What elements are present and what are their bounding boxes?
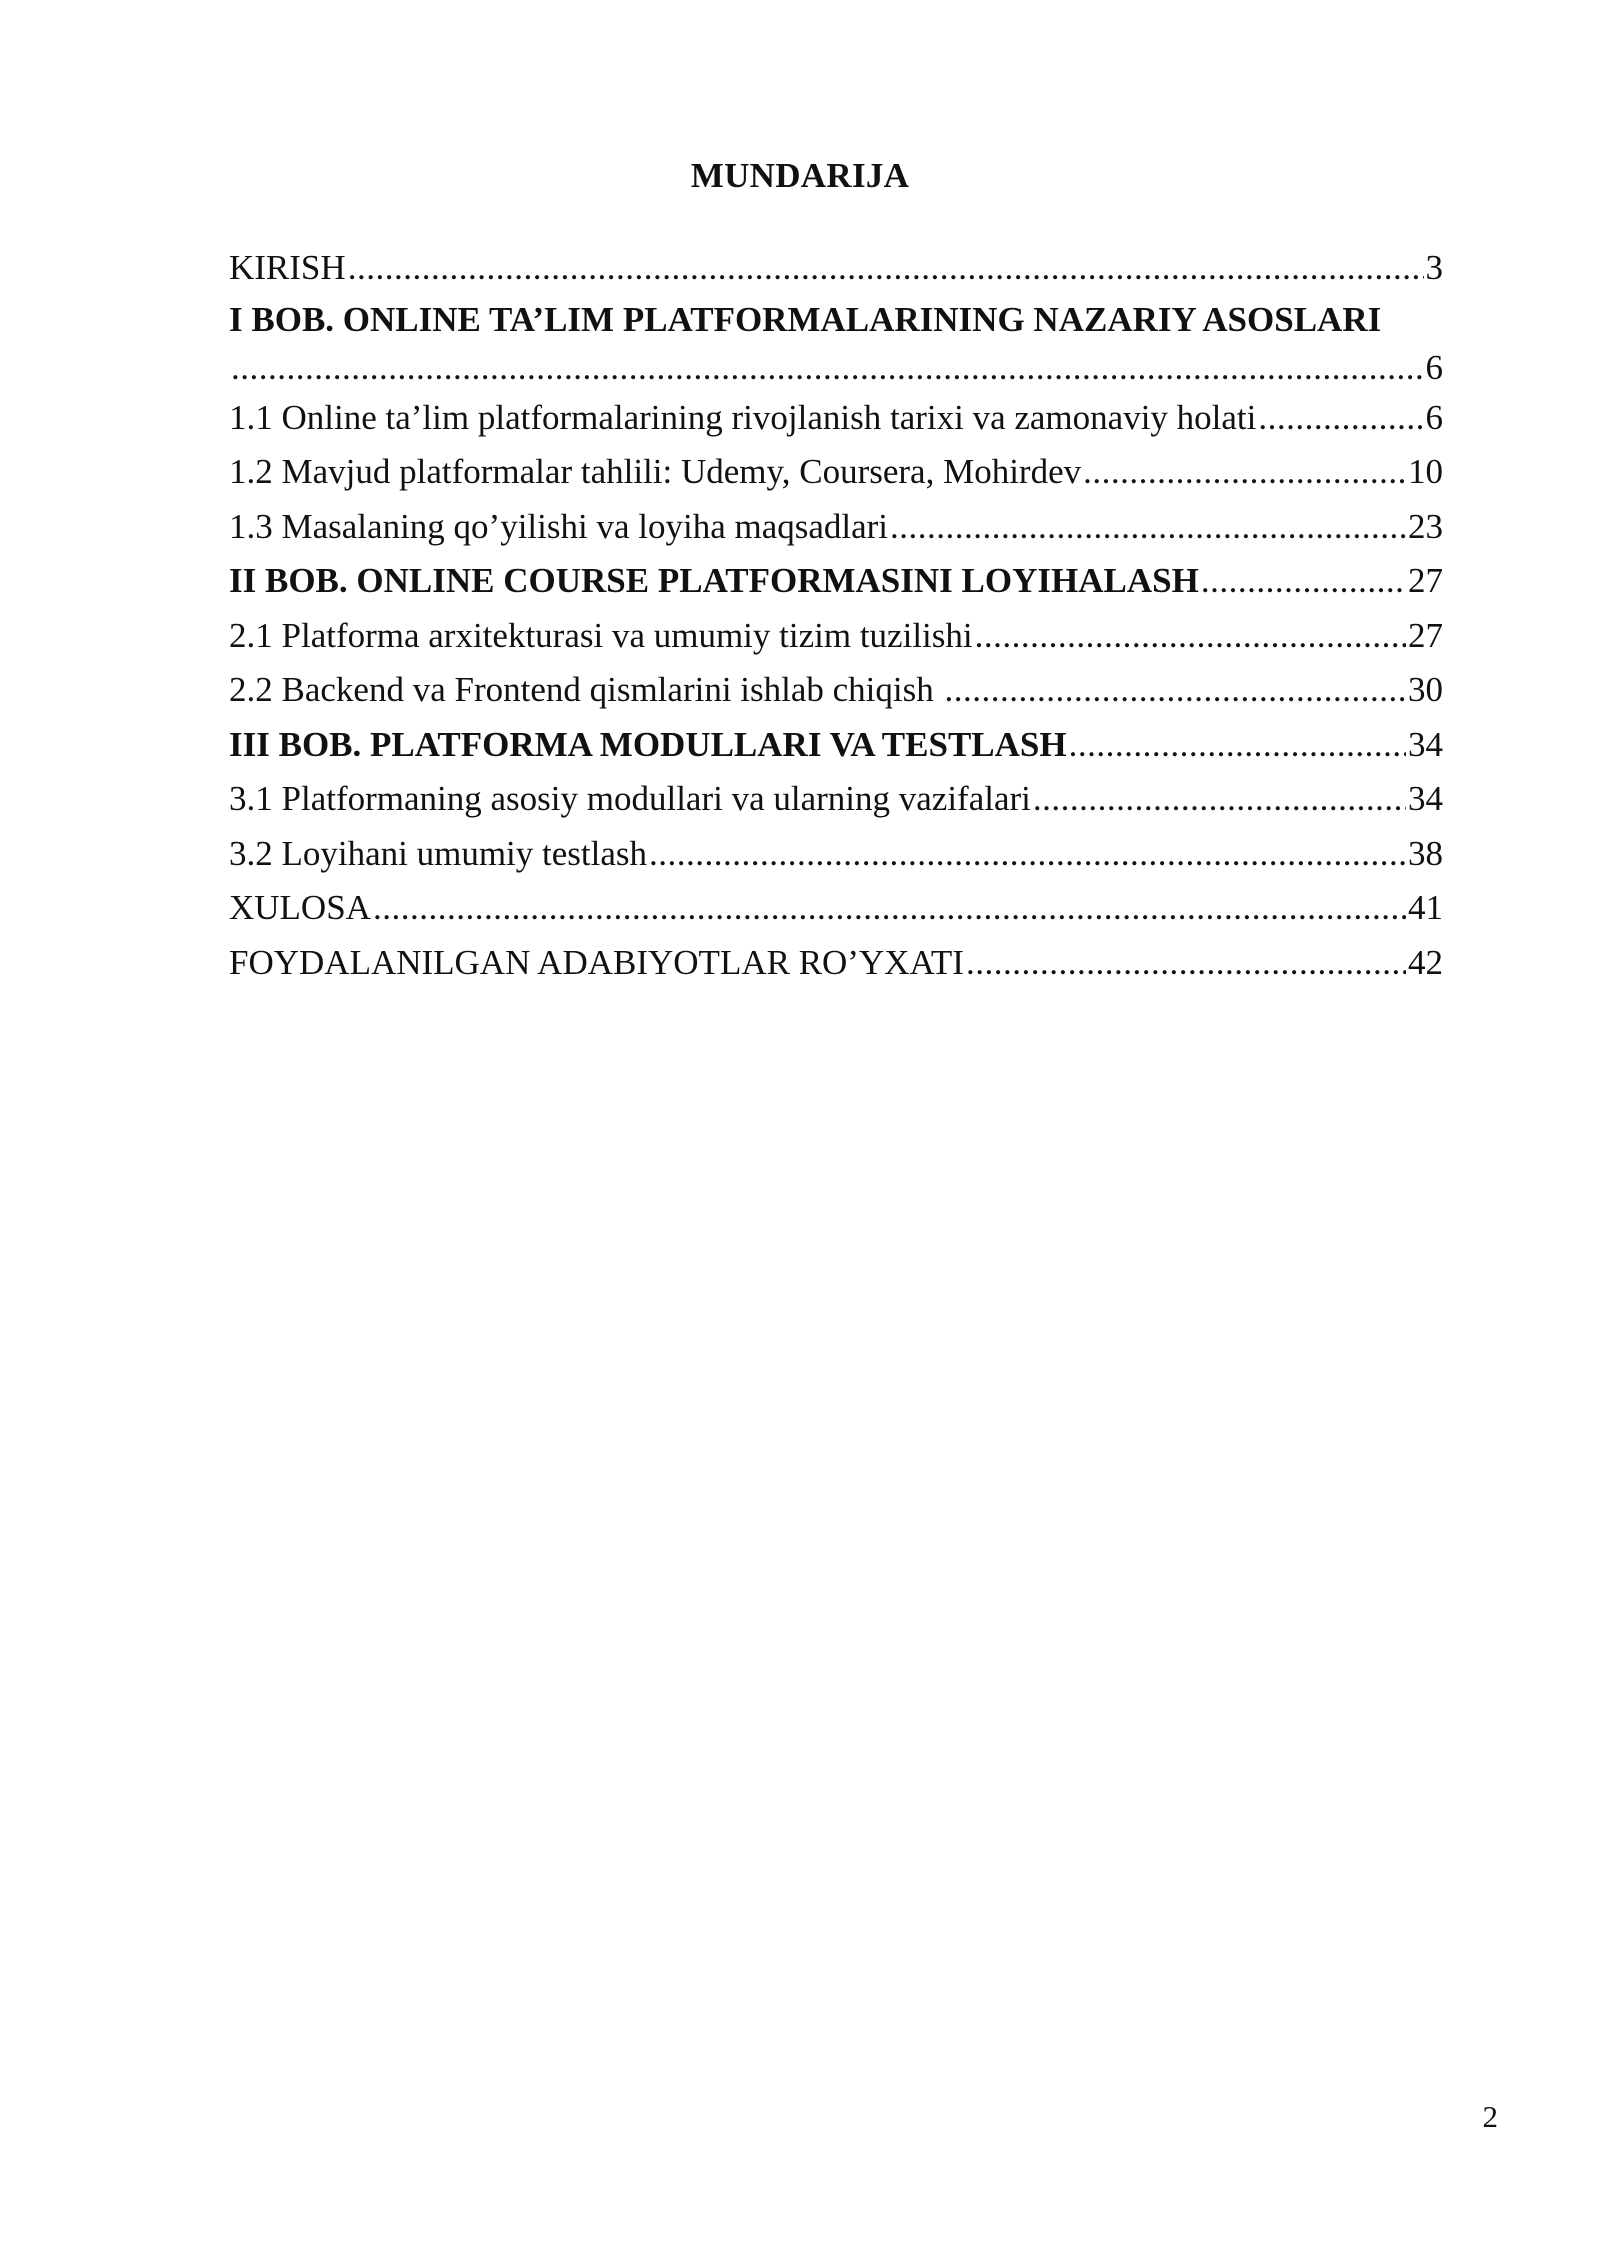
toc-entry-2-1[interactable] [229, 609, 1443, 664]
page-title: MUNDARIJA [690, 156, 910, 195]
toc-entry-1-2[interactable] [229, 445, 1443, 500]
toc-dot-leader [1033, 772, 1406, 827]
toc-entry-page: 3 [1425, 248, 1443, 287]
toc-entry-page: 6 [1425, 347, 1443, 387]
toc-entry-chapter-1[interactable] [229, 296, 1443, 391]
toc-entry-text: I BOB. ONLINE TA’LIM PLATFORMALARINING NAZARIY ASOSLARI [229, 299, 1382, 339]
toc-dot-leader [649, 827, 1406, 882]
toc-entry-page: 10 [1408, 452, 1443, 491]
toc-entry-text: XULOSA [229, 888, 371, 927]
toc-entry-text: 3.1 Platformaning asosiy modullari va ularning vazifalari [229, 779, 1031, 818]
toc-entry-3-2[interactable] [229, 827, 1443, 882]
toc-dot-leader [1083, 445, 1406, 500]
toc-dot-leader [945, 663, 1406, 718]
toc-entry-page: 41 [1408, 888, 1443, 927]
toc-entry-text: FOYDALANILGAN ADABIYOTLAR RO’YXATI [229, 942, 964, 982]
toc-entry-page: 23 [1408, 506, 1443, 546]
toc-dot-leader [1258, 391, 1423, 446]
toc-entry-text: II BOB. ONLINE COURSE PLATFORMASINI LOYIHALASH [229, 561, 1199, 600]
toc-entry-1-3[interactable] [229, 500, 1443, 555]
toc-entry-page: 38 [1408, 833, 1443, 873]
toc-entry-page: 6 [1425, 397, 1443, 437]
toc-entry-1-1[interactable] [229, 391, 1443, 446]
toc-dot-leader [890, 500, 1406, 555]
toc-entry-text: 1.2 Mavjud platformalar tahlili: Udemy, Coursera, Mohirdev [229, 452, 1082, 491]
toc-entry-chapter-2[interactable] [229, 554, 1443, 609]
toc-entry-2-2[interactable] [229, 663, 1443, 718]
toc-entry-page: 30 [1408, 670, 1443, 709]
toc-entry-text: 1.3 Masalaning qo’yilishi va loyiha maqsadlari [229, 506, 889, 546]
toc-entry-text: 3.2 Loyihani umumiy testlash [229, 833, 648, 873]
page-number: 2 [1482, 2099, 1498, 2134]
toc-entry-kirish[interactable] [229, 241, 1443, 296]
toc-entry-page: 34 [1408, 779, 1443, 818]
toc-entry-chapter-3[interactable] [229, 718, 1443, 773]
toc-dot-leader [975, 609, 1406, 664]
toc-dot-leader [966, 936, 1406, 991]
toc-entry-text: 2.1 Platforma arxitekturasi va umumiy tizim tuzilishi [229, 615, 973, 655]
toc-entry-3-1[interactable] [229, 772, 1443, 827]
table-of-contents [229, 241, 1443, 990]
toc-dot-leader [1201, 554, 1406, 609]
toc-entry-xulosa[interactable] [229, 881, 1443, 936]
toc-entry-page: 42 [1408, 942, 1443, 982]
toc-dot-leader [373, 881, 1406, 936]
toc-entry-text: III BOB. PLATFORMA MODULLARI VA TESTLASH [229, 724, 1067, 764]
toc-entry-text: 1.1 Online ta’lim platformalarining rivojlanish tarixi va zamonaviy holati [229, 397, 1257, 437]
toc-entry-text: 2.2 Backend va Frontend qismlarini ishlab chiqish [229, 670, 943, 709]
toc-entry-text: KIRISH [229, 248, 346, 287]
toc-dot-leader [348, 241, 1424, 296]
toc-entry-adabiyotlar[interactable] [229, 936, 1443, 991]
toc-entry-page: 34 [1408, 724, 1443, 764]
toc-entry-page: 27 [1408, 561, 1443, 600]
toc-dot-leader [231, 344, 1424, 391]
toc-entry-page: 27 [1408, 615, 1443, 655]
toc-dot-leader [1069, 718, 1406, 773]
